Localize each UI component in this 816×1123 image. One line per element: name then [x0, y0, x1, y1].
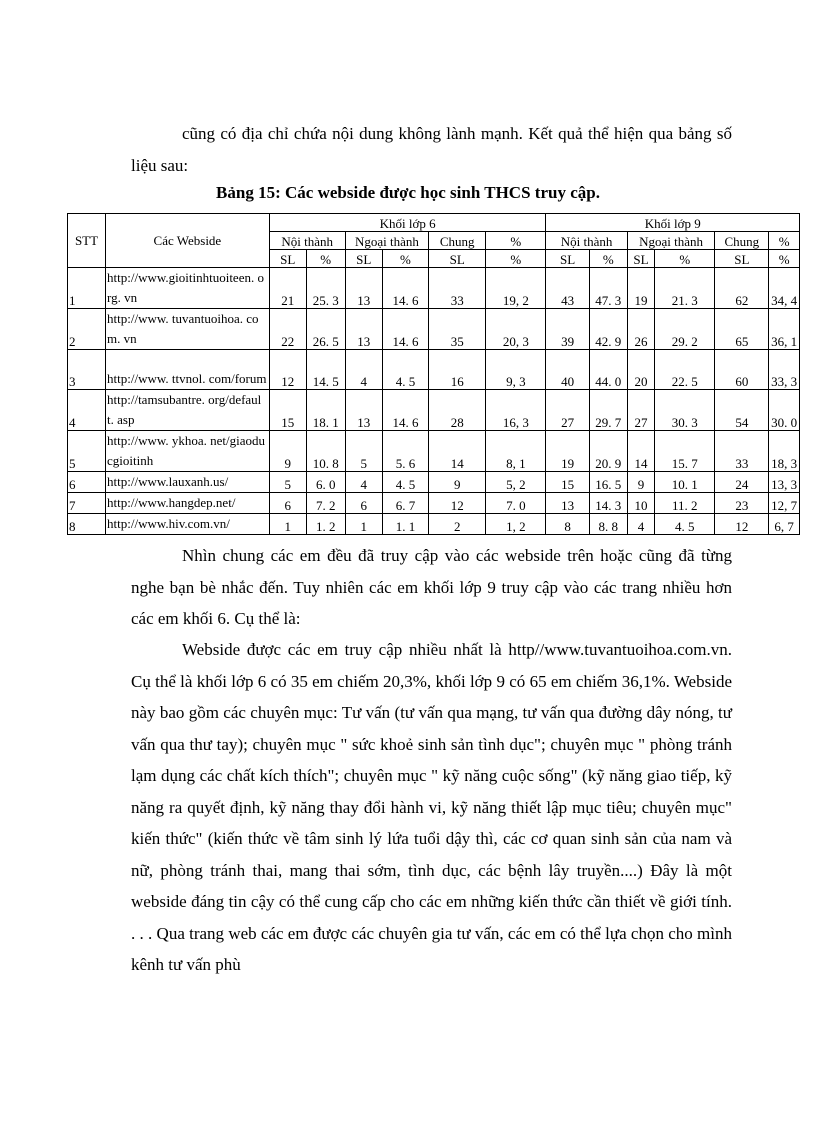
table-cell: 22	[269, 309, 306, 350]
header-grade9: Khối lớp 9	[546, 214, 800, 232]
table-cell: 4. 5	[382, 472, 428, 493]
table-cell: 16. 5	[589, 472, 627, 493]
table-cell: 12, 7	[769, 493, 800, 514]
table-cell: 26	[627, 309, 654, 350]
table-cell: 10. 1	[655, 472, 715, 493]
row-number: 7	[68, 493, 106, 514]
website-url: http://tamsubantre. org/default. asp	[106, 390, 270, 431]
table-cell: 4	[627, 514, 654, 535]
intro-paragraph: cũng có địa chỉ chứa nội dung không lành mạnh. Kết quả thể hiện qua bảng số liệu sau:	[131, 124, 732, 175]
table-cell: 12	[429, 493, 486, 514]
table-cell: 1, 2	[486, 514, 546, 535]
table-cell: 42. 9	[589, 309, 627, 350]
table-cell: 43	[546, 268, 589, 309]
summary-paragraph: Nhìn chung các em đều đã truy cập vào các webside trên hoặc cũng đã từng nghe bạn bè nhắc đến. Tuy nhiên các em khối lớp 9 truy cập vào các trang nhiều hơn các em khối 6. Cụ thể là:	[131, 546, 732, 628]
table-cell: 23	[715, 493, 769, 514]
table-cell: 13, 3	[769, 472, 800, 493]
header-unit: %	[589, 250, 627, 268]
table-cell: 5, 2	[486, 472, 546, 493]
table-cell: 28	[429, 390, 486, 431]
row-number: 5	[68, 431, 106, 472]
table-row	[68, 350, 800, 390]
table-cell: 65	[715, 309, 769, 350]
table-cell: 24	[715, 472, 769, 493]
table-cell: 19	[546, 431, 589, 472]
header-unit: SL	[715, 250, 769, 268]
table-cell: 21. 3	[655, 268, 715, 309]
table-cell: 18. 1	[306, 390, 345, 431]
table-cell: 27	[627, 390, 654, 431]
table-cell: 2	[429, 514, 486, 535]
table-row	[68, 268, 800, 309]
table-cell: 15	[269, 390, 306, 431]
table-cell: 12	[269, 350, 306, 390]
website-url: http://www. ykhoa. net/giaoducgioitinh	[106, 431, 270, 472]
table-cell: 13	[546, 493, 589, 514]
header-grade6: Khối lớp 6	[269, 214, 546, 232]
table-cell: 15	[546, 472, 589, 493]
table-cell: 8	[546, 514, 589, 535]
table-cell: 7. 0	[486, 493, 546, 514]
header-unit: %	[486, 250, 546, 268]
table-cell: 30. 3	[655, 390, 715, 431]
table-cell: 9	[429, 472, 486, 493]
table-row	[68, 309, 800, 350]
row-number: 6	[68, 472, 106, 493]
table-cell: 8. 8	[589, 514, 627, 535]
header-unit: SL	[627, 250, 654, 268]
table-cell: 44. 0	[589, 350, 627, 390]
table-cell: 14	[429, 431, 486, 472]
table-cell: 16, 3	[486, 390, 546, 431]
table-cell: 14	[627, 431, 654, 472]
table-cell: 14. 6	[382, 309, 428, 350]
row-number: 2	[68, 309, 106, 350]
table-cell: 14. 5	[306, 350, 345, 390]
table-cell: 62	[715, 268, 769, 309]
table-cell: 20. 9	[589, 431, 627, 472]
header-sub: Ngoại thành	[345, 232, 428, 250]
table-cell: 9	[269, 431, 306, 472]
table-cell: 4	[345, 350, 382, 390]
header-unit: SL	[546, 250, 589, 268]
table-cell: 19, 2	[486, 268, 546, 309]
table-row	[68, 514, 800, 535]
table-cell: 14. 3	[589, 493, 627, 514]
table-cell: 13	[345, 309, 382, 350]
table-cell: 30. 0	[769, 390, 800, 431]
table-cell: 6	[269, 493, 306, 514]
website-url: http://www. ttvnol. com/forum	[106, 350, 270, 390]
table-cell: 13	[345, 390, 382, 431]
table-cell: 19	[627, 268, 654, 309]
table-cell: 47. 3	[589, 268, 627, 309]
websites-table	[67, 213, 800, 535]
table-cell: 20, 3	[486, 309, 546, 350]
table-cell: 8, 1	[486, 431, 546, 472]
table-row	[68, 472, 800, 493]
header-unit: SL	[345, 250, 382, 268]
table-cell: 29. 2	[655, 309, 715, 350]
table-row	[68, 493, 800, 514]
table-cell: 12	[715, 514, 769, 535]
website-url: http://www.lauxanh.us/	[106, 472, 270, 493]
header-sub: Ngoại thành	[627, 232, 715, 250]
table-cell: 6. 7	[382, 493, 428, 514]
table-cell: 15. 7	[655, 431, 715, 472]
table-cell: 39	[546, 309, 589, 350]
header-sub: %	[486, 232, 546, 250]
table-cell: 14. 6	[382, 390, 428, 431]
table-cell: 27	[546, 390, 589, 431]
header-unit: SL	[429, 250, 486, 268]
header-sub: Nội thành	[546, 232, 627, 250]
table-cell: 26. 5	[306, 309, 345, 350]
row-number: 1	[68, 268, 106, 309]
table-row	[68, 390, 800, 431]
table-cell: 4	[345, 472, 382, 493]
table-cell: 5. 6	[382, 431, 428, 472]
table-cell: 35	[429, 309, 486, 350]
header-stt: STT	[68, 214, 106, 268]
table-cell: 7. 2	[306, 493, 345, 514]
header-sub: %	[769, 232, 800, 250]
website-url: http://www.hangdep.net/	[106, 493, 270, 514]
header-sub: Chung	[715, 232, 769, 250]
table-cell: 10. 8	[306, 431, 345, 472]
table-cell: 20	[627, 350, 654, 390]
row-number: 3	[68, 350, 106, 390]
table-cell: 18, 3	[769, 431, 800, 472]
table-cell: 33	[429, 268, 486, 309]
table-cell: 22. 5	[655, 350, 715, 390]
row-number: 4	[68, 390, 106, 431]
table-cell: 1	[345, 514, 382, 535]
table-cell: 4. 5	[655, 514, 715, 535]
table-cell: 40	[546, 350, 589, 390]
table-cell: 36, 1	[769, 309, 800, 350]
website-url: http://www.gioitinhtuoiteen. org. vn	[106, 268, 270, 309]
header-unit: %	[655, 250, 715, 268]
table-cell: 25. 3	[306, 268, 345, 309]
table-cell: 9	[627, 472, 654, 493]
table-cell: 14. 6	[382, 268, 428, 309]
website-url: http://www.hiv.com.vn/	[106, 514, 270, 535]
table-cell: 4. 5	[382, 350, 428, 390]
header-sub: Nội thành	[269, 232, 345, 250]
table-cell: 33, 3	[769, 350, 800, 390]
table-row	[68, 431, 800, 472]
table-cell: 60	[715, 350, 769, 390]
table-cell: 33	[715, 431, 769, 472]
table-cell: 1. 1	[382, 514, 428, 535]
table-cell: 13	[345, 268, 382, 309]
table-cell: 16	[429, 350, 486, 390]
table-cell: 1. 2	[306, 514, 345, 535]
table-cell: 34, 4	[769, 268, 800, 309]
table-cell: 54	[715, 390, 769, 431]
row-number: 8	[68, 514, 106, 535]
table-cell: 5	[345, 431, 382, 472]
table-cell: 11. 2	[655, 493, 715, 514]
header-unit: %	[306, 250, 345, 268]
header-website: Các Webside	[106, 214, 270, 268]
table-cell: 29. 7	[589, 390, 627, 431]
table-cell: 6. 0	[306, 472, 345, 493]
header-unit: SL	[269, 250, 306, 268]
table-cell: 9, 3	[486, 350, 546, 390]
table-cell: 5	[269, 472, 306, 493]
table-caption: Bảng 15: Các webside được học sinh THCS truy cập.	[216, 183, 600, 202]
table-cell: 6, 7	[769, 514, 800, 535]
detail-paragraph: Webside được các em truy cập nhiều nhất là http//www.tuvantuoihoa.com.vn. Cụ thể là khối lớp 6 có 35 em chiếm 20,3%, khối lớp 9 có 65 em chiếm 36,1%. Webside này bao gồm các chuyên mục: Tư vấn (tư vấn qua mạng, tư vấn qua đường dây nóng, tư vấn qua thư tay); chuyên mục " sức khoẻ sinh sản tình dục"; chuyên mục " phòng tránh lạm dụng các chất kích thích"; chuyên mục " kỹ năng cuộc sống" (kỹ năng giao tiếp, kỹ năng ra quyết định, kỹ năng thay đổi hành vi, kỹ năng thiết lập mục tiêu; chuyên mục" kiến thức" (kiến thức về tâm sinh lý lứa tuổi dậy thì, các cơ quan sinh sản của nam và nữ, phòng tránh thai, mang thai sớm, tình dục, các bệnh lây truyền....) Đây là một webside đáng tin cậy có thể cung cấp cho các em những kiến thức cần thiết về giới tính. . . . Qua trang web các em được các chuyên gia tư vấn, các em có thể lựa chọn cho mình kênh tư vấn phù	[131, 640, 732, 974]
header-sub: Chung	[429, 232, 486, 250]
website-url: http://www. tuvantuoihoa. com. vn	[106, 309, 270, 350]
table-cell: 10	[627, 493, 654, 514]
table-cell: 1	[269, 514, 306, 535]
table-cell: 21	[269, 268, 306, 309]
header-unit: %	[382, 250, 428, 268]
header-unit: %	[769, 250, 800, 268]
table-cell: 6	[345, 493, 382, 514]
